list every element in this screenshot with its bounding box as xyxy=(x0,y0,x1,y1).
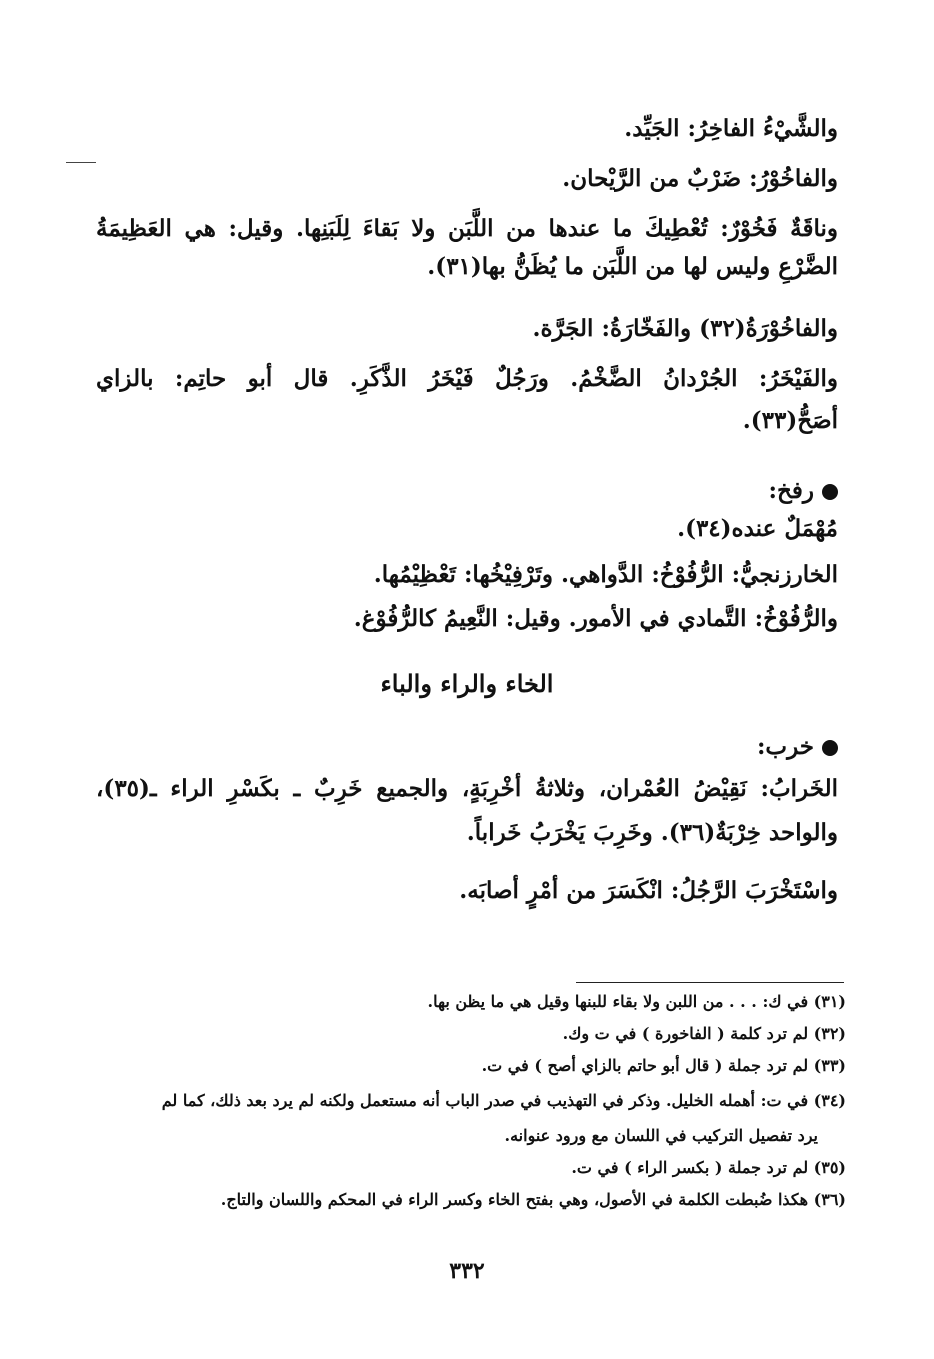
section-title: الخاء والراء والباء xyxy=(380,669,554,698)
body-line-7: أصَحُّ(٣٣). xyxy=(742,407,838,434)
body-line-3: وناقَةٌ فَخُوْرٌ: تُعْطِيكَ ما عندها من اللَّبَن ولا بَقاءَ لِلَبَنِها. وقيل: هي العَظِيمَةُ xyxy=(96,215,838,242)
body-line-2: والفاخُوْرُ: ضَرْبٌ من الرَّيْحان. xyxy=(562,165,838,192)
entry-kharb-line-2: والواحد خِرْبَةٌ(٣٦). وخَرِبَ يَخْرَبُ خَراباً. xyxy=(466,819,838,846)
footnote-separator xyxy=(576,982,844,983)
entry-heading-rafkh xyxy=(769,474,838,508)
footnote-36: (٣٦) هكذا ضُبطت الكلمة في الأصول، وهي بفتح الخاء وكسر الراء في المحكم واللسان والتاج. xyxy=(220,1190,846,1209)
entry-kharb-line-1: الخَرابُ: نَقِيْضُ العُمْران، وثلاثةُ أخْرِبَةٍ، والجميع خَرِبٌ ـ بكَسْرِ الراء ـ(٣٥)، xyxy=(96,775,838,802)
body-line-4: الضَّرْعِ وليس لها من اللَّبَن ما يُظَنُّ بها(٣١). xyxy=(427,253,838,280)
body-line-5: والفاخُوْرَةُ(٣٢) والفَخّارَةُ: الجَرَّة. xyxy=(532,315,838,342)
bullet-icon xyxy=(822,484,838,500)
entry-heading-kharb xyxy=(757,730,838,764)
margin-mark xyxy=(66,162,96,163)
footnote-31: (٣١) في ك: . . . من اللبن ولا بقاء للبنها وقيل هي ما يظن بها. xyxy=(427,992,846,1011)
footnote-33: (٣٣) لم ترد جملة ( قال أبو حاتم بالزاي أصح ) في ت. xyxy=(481,1056,846,1075)
bullet-icon xyxy=(822,740,838,756)
footnote-34: (٣٤) في ت: أهمله الخليل. وذكر في التهذيب في صدر الباب أنه مستعمل ولكنه لم يرد بعد ذلك، كما لم xyxy=(161,1091,846,1110)
page-number: ٣٣٢ xyxy=(449,1258,485,1284)
entry-rafkh-line-3: والرُّفُوْخُ: التَّمادي في الأمور. وقيل: النَّعِيمُ كالرُّفُوْغ. xyxy=(353,605,838,632)
entry-rafkh-line-1: مُهْمَلٌ عنده(٣٤). xyxy=(677,515,838,542)
footnote-32: (٣٢) لم ترد كلمة ( الفاخورة ) في ت وك. xyxy=(562,1024,846,1043)
entry-rafkh-line-2: الخارزنجيُّ: الرُّفُوْخُ: الدَّواهي. وتَرْفِيْخُها: تَعْظِيْمُها. xyxy=(373,561,838,588)
entry-heading-text: رفخ: xyxy=(768,477,814,504)
entry-heading-text: خرب: xyxy=(756,733,814,760)
footnote-35: (٣٥) لم ترد جملة ( بكسر الراء ) في ت. xyxy=(571,1158,846,1177)
body-line-1: والشَّيْءُ الفاخِرُ: الجَيِّد. xyxy=(624,115,838,142)
body-line-6: والفَيْخَرُ: الجُرْدانُ الضَّخْمُ. ورَجُلٌ فَيْخَرُ الذَّكَرِ. قال أبو حاتِم: بالزاي xyxy=(96,365,838,392)
footnote-34-continued: يرد تفصيل التركيب في اللسان مع ورود عنوانه. xyxy=(504,1126,818,1145)
entry-kharb-line-3: واسْتَخْرَبَ الرَّجُلُ: انْكَسَرَ من أمْرٍ أصابَه. xyxy=(459,877,838,904)
